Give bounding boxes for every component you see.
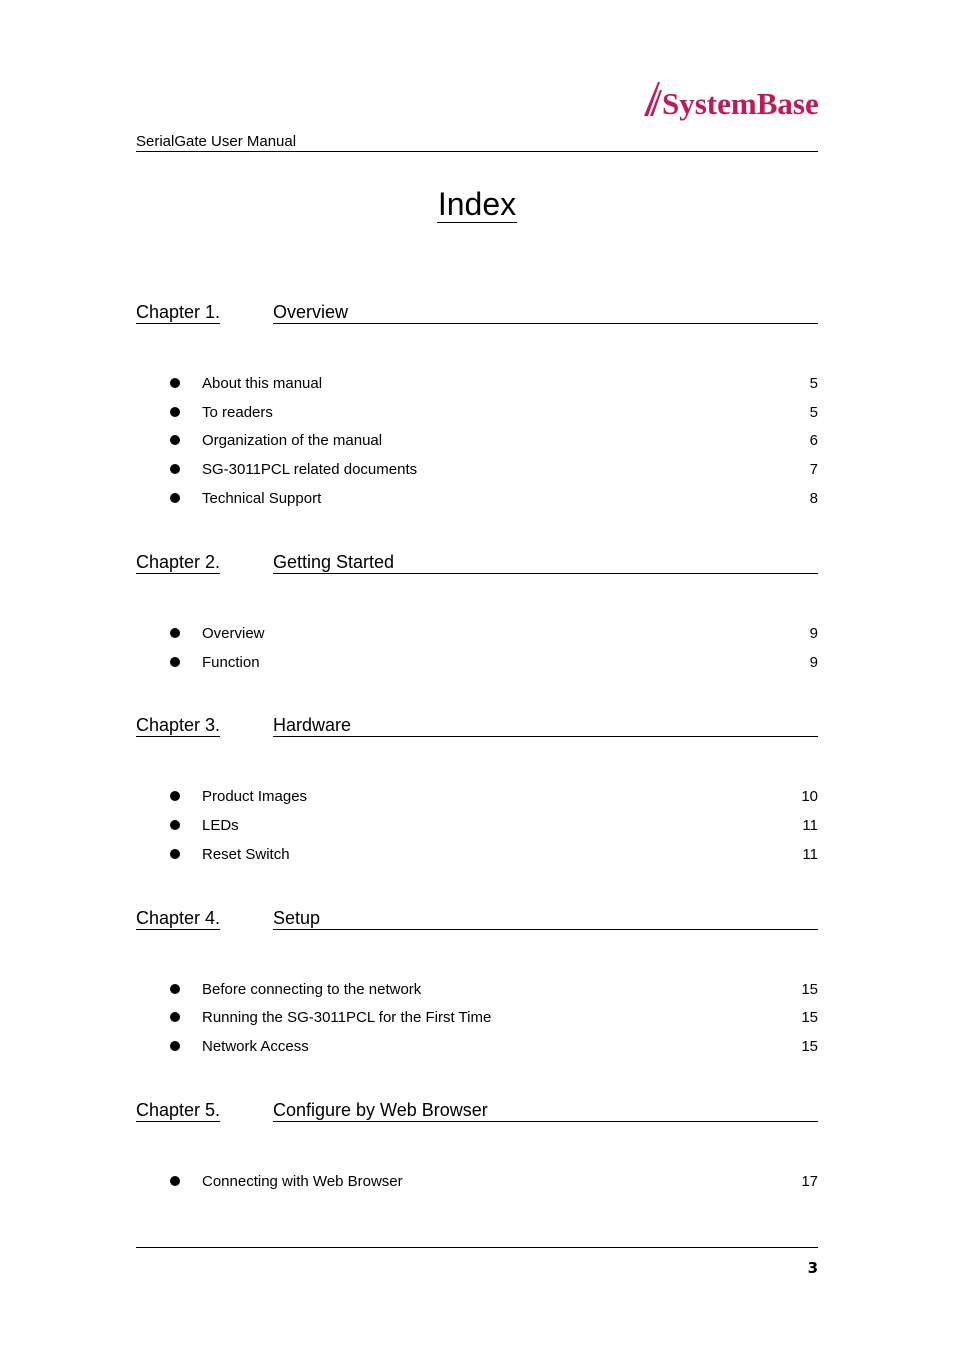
toc-entry-label: Overview: [202, 625, 265, 642]
chapter-number: Chapter 1.: [136, 302, 221, 322]
toc-entry-label: Reset Switch: [202, 846, 290, 863]
chapter-number: Chapter 5.: [136, 1100, 221, 1120]
chapter-heading-2[interactable]: [136, 551, 818, 577]
toc-entry[interactable]: [168, 1008, 818, 1028]
toc-entry[interactable]: [168, 980, 818, 1000]
page-title-text: Index: [437, 186, 517, 222]
toc-entry-label: LEDs: [202, 817, 239, 834]
bullet-icon: [170, 791, 180, 801]
bullet-icon: [170, 628, 180, 638]
toc-entry[interactable]: [168, 403, 818, 423]
toc-entry[interactable]: [168, 653, 818, 673]
page-number: 3: [807, 1259, 818, 1277]
toc-entry-page: 6: [809, 432, 818, 449]
systembase-logo-mark: [640, 78, 820, 124]
toc-entry[interactable]: [168, 460, 818, 480]
toc-entry-label: Product Images: [202, 788, 308, 805]
bullet-icon: [170, 1041, 180, 1051]
bullet-icon: [170, 820, 180, 830]
bullet-icon: [170, 407, 180, 417]
chapter-heading-5[interactable]: [136, 1099, 818, 1125]
toc-entry-page: 11: [802, 817, 818, 834]
toc-entry-page: 9: [809, 654, 818, 671]
bullet-icon: [170, 657, 180, 667]
toc-entry-page: 9: [809, 625, 818, 642]
chapter-heading-4[interactable]: [136, 907, 818, 933]
systembase-logo: [640, 78, 820, 124]
chapter-title: Hardware: [273, 714, 818, 737]
bullet-icon: [170, 464, 180, 474]
header-rule: [136, 151, 818, 152]
bullet-icon: [170, 984, 180, 994]
toc-entry[interactable]: [168, 816, 818, 836]
logo-text: SystemBase: [662, 86, 819, 121]
toc-entry[interactable]: [168, 845, 818, 865]
toc-entry-label: About this manual: [202, 375, 323, 392]
toc-entry[interactable]: [168, 1037, 818, 1057]
toc-entry[interactable]: [168, 489, 818, 509]
bullet-icon: [170, 849, 180, 859]
bullet-icon: [170, 435, 180, 445]
chapter-heading-3[interactable]: [136, 714, 818, 740]
toc-entry-label: To readers: [202, 404, 273, 421]
chapter-title: Getting Started: [273, 551, 818, 574]
chapter-number: Chapter 4.: [136, 908, 221, 928]
toc-entry[interactable]: [168, 624, 818, 644]
footer-rule: [136, 1247, 818, 1248]
chapter-title: Setup: [273, 907, 818, 930]
toc-entry-label: Function: [202, 654, 260, 671]
bullet-icon: [170, 1012, 180, 1022]
toc-entry[interactable]: [168, 374, 818, 394]
toc-entry-label: Organization of the manual: [202, 432, 383, 449]
toc-entry-label: Connecting with Web Browser: [202, 1173, 403, 1190]
toc-entry-page: 7: [809, 461, 818, 478]
toc-entry[interactable]: [168, 787, 818, 807]
toc-entry-page: 10: [801, 788, 818, 805]
toc-entry-page: 5: [809, 404, 818, 421]
chapter-number: Chapter 2.: [136, 552, 221, 572]
toc-entry-page: 17: [801, 1173, 818, 1190]
toc-entry-page: 15: [801, 1038, 818, 1055]
toc-entry-page: 11: [802, 846, 818, 863]
toc-entry-label: Running the SG-3011PCL for the First Time: [202, 1009, 492, 1026]
toc-entry-page: 15: [801, 1009, 818, 1026]
bullet-icon: [170, 378, 180, 388]
toc-entry-label: Before connecting to the network: [202, 981, 422, 998]
chapter-title: Configure by Web Browser: [273, 1099, 818, 1122]
chapter-heading-1[interactable]: [136, 301, 818, 327]
toc-entry-page: 15: [801, 981, 818, 998]
toc-entry-page: 5: [809, 375, 818, 392]
toc-entry-page: 8: [809, 490, 818, 507]
toc-entry[interactable]: [168, 1172, 818, 1192]
chapter-number: Chapter 3.: [136, 715, 221, 735]
chapter-title: Overview: [273, 301, 818, 324]
toc-entry-label: Network Access: [202, 1038, 309, 1055]
manual-title: SerialGate User Manual: [136, 133, 297, 150]
toc-entry-label: Technical Support: [202, 490, 322, 507]
toc-entry[interactable]: [168, 431, 818, 451]
toc-entry-label: SG-3011PCL related documents: [202, 461, 418, 478]
bullet-icon: [170, 1176, 180, 1186]
page-title: [0, 184, 954, 224]
bullet-icon: [170, 493, 180, 503]
